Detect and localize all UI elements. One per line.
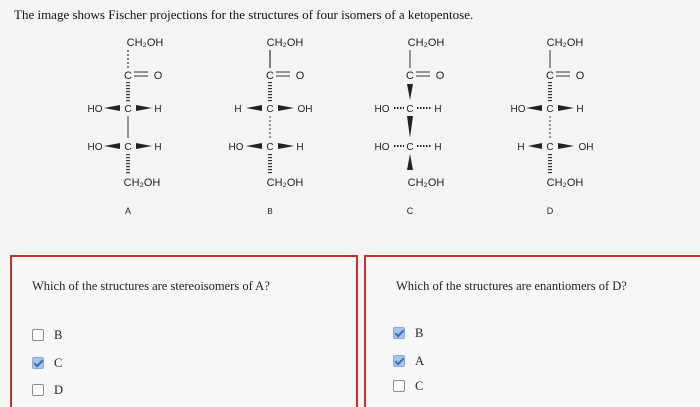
q2-option-b-label: B — [415, 325, 424, 340]
structure-a-row1-left: HO — [87, 104, 103, 115]
structure-b-row1-center: C — [266, 104, 274, 115]
structure-b-wedge-row2-left — [246, 143, 262, 149]
structure-b-label: B — [267, 207, 273, 216]
structure-a-carbonyl-c: C — [124, 70, 132, 82]
structure-d-top: CH₂OH — [546, 37, 584, 49]
q1-option-d-checkbox[interactable] — [32, 384, 44, 396]
structure-c-carbonyl-c: C — [406, 70, 414, 82]
structure-a-hashed-bond-2 — [126, 154, 130, 174]
q1-option-b[interactable] — [32, 327, 62, 343]
q2-option-a-checkbox[interactable] — [393, 355, 405, 367]
structure-b-wedge-row2-right — [278, 143, 294, 149]
structure-a-row2-left: HO — [87, 142, 103, 153]
structure-d-row1-center: C — [546, 104, 554, 115]
structure-c-row1-center: C — [406, 104, 414, 115]
structure-b-hashed-bond-2 — [268, 154, 272, 174]
structure-b-row2-left: HO — [228, 142, 244, 153]
structure-a-label: A — [124, 206, 132, 216]
structure-d-hashed-bond-1 — [548, 82, 552, 102]
structure-b-carbonyl-c: C — [266, 70, 274, 82]
question-enantiomers-panel — [364, 255, 700, 407]
structure-c-row2-center: C — [406, 142, 414, 153]
q1-option-d[interactable] — [32, 382, 63, 398]
q1-option-c[interactable] — [32, 355, 62, 371]
question-enantiomers-text: Which of the structures are enantiomers of D? — [396, 279, 627, 293]
structure-d-carbonyl-o: O — [575, 70, 585, 82]
intro-text: The image shows Fischer projections for the structures of four isomers of a ketopentose. — [14, 7, 474, 22]
q2-option-c[interactable] — [393, 378, 423, 394]
structure-a-row1-right: H — [154, 104, 162, 115]
structure-d-row2-right: OH — [578, 142, 594, 153]
structure-d-wedge-row1-left — [526, 105, 542, 111]
structure-c-row1-right: H — [434, 104, 442, 115]
structure-d-wedge-row1-right — [558, 105, 574, 111]
structure-d-row2-left: H — [517, 142, 525, 153]
structure-d-wedge-row2-left — [528, 143, 542, 149]
structure-a-wedge-row2-left — [104, 143, 120, 149]
structure-c-label: C — [406, 206, 414, 216]
structure-c-wedge-bond-mid — [407, 116, 413, 138]
q2-option-a[interactable] — [393, 353, 424, 369]
structure-a — [88, 37, 164, 216]
structure-a-row1-center: C — [124, 104, 132, 115]
structure-a-carbonyl-o: O — [153, 70, 163, 82]
structure-a-wedge-row1-right — [136, 105, 152, 111]
structure-b-top: CH₂OH — [266, 37, 304, 49]
structure-b-row1-right: OH — [297, 104, 313, 115]
structure-c-bottom: CH₂OH — [407, 177, 445, 189]
structure-a-wedge-row2-right — [136, 143, 152, 149]
structure-b-wedge-row1-right — [278, 105, 294, 111]
q1-option-d-label: D — [54, 382, 64, 397]
structure-b-row1-left: H — [234, 104, 242, 115]
structure-d-carbonyl-c: C — [546, 70, 554, 82]
structure-d — [511, 37, 594, 216]
structure-a-wedge-row1-left — [104, 105, 120, 111]
structure-c-carbonyl-o: O — [435, 70, 445, 82]
structure-a-row2-right: H — [154, 142, 162, 153]
structure-c — [375, 37, 445, 216]
structure-d-hashed-bond-2 — [548, 154, 552, 174]
q2-option-c-checkbox[interactable] — [393, 380, 405, 392]
structure-b-hashed-bond-1 — [268, 82, 272, 102]
structure-b — [229, 37, 313, 216]
structure-c-wedge-bond-1 — [407, 84, 413, 100]
q2-option-a-label: A — [415, 353, 425, 368]
structure-c-row2-right: H — [434, 142, 442, 153]
structure-a-row2-center: C — [124, 142, 132, 153]
structure-c-top: CH₂OH — [407, 37, 445, 49]
question-stereoisomers-panel — [10, 255, 358, 407]
structure-a-top: CH₂OH — [126, 37, 164, 49]
structure-c-row1-left: HO — [374, 104, 390, 115]
q1-option-c-label: C — [54, 355, 63, 370]
q2-option-b-checkbox[interactable] — [393, 327, 405, 339]
structure-d-bottom: CH₂OH — [546, 177, 584, 189]
structure-b-carbonyl-o: O — [295, 70, 305, 82]
structure-d-row2-center: C — [546, 142, 554, 153]
structure-d-label: D — [546, 206, 554, 216]
q2-option-c-label: C — [415, 378, 424, 393]
structure-b-bottom: CH₂OH — [266, 177, 304, 189]
q1-option-b-checkbox[interactable] — [32, 329, 44, 341]
structure-d-row1-right: H — [576, 104, 584, 115]
q1-option-c-checkbox[interactable] — [32, 357, 44, 369]
structure-b-row2-right: H — [296, 142, 304, 153]
structure-b-wedge-row1-left — [246, 105, 262, 111]
structure-d-row1-left: HO — [510, 104, 526, 115]
structure-a-hashed-bond-1 — [126, 82, 130, 102]
structure-c-row2-left: HO — [374, 142, 390, 153]
fischer-projections-figure — [0, 28, 700, 228]
structure-a-bottom: CH₂OH — [123, 177, 161, 189]
structure-b-row2-center: C — [266, 142, 274, 153]
structure-d-wedge-row2-right — [558, 143, 574, 149]
question-stereoisomers-text: Which of the structures are stereoisomers of A? — [32, 279, 270, 293]
q1-option-b-label: B — [54, 327, 63, 342]
q2-option-b[interactable] — [393, 325, 423, 341]
structure-c-wedge-bond-2 — [407, 154, 413, 170]
